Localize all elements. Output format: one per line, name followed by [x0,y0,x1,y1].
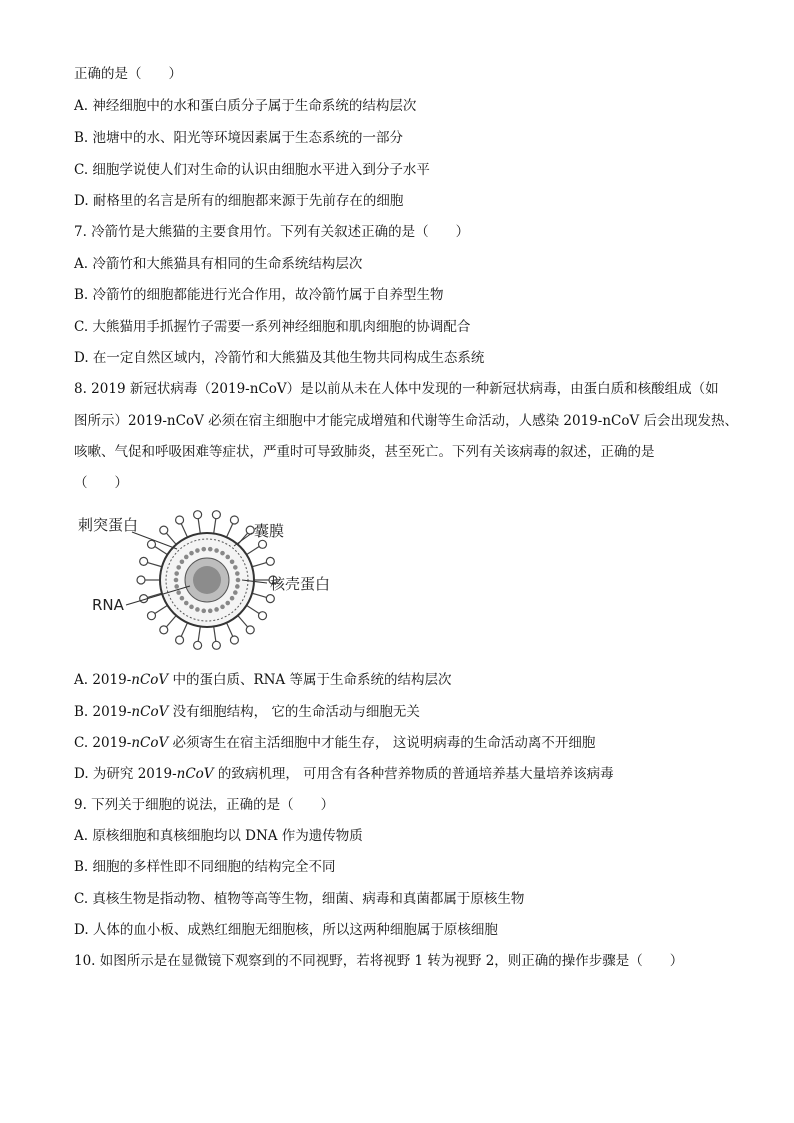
capsid-protein-dot [176,590,181,595]
spike-stalk [252,563,266,567]
ncov-italic: nCoV [131,735,169,751]
ncov-italic: nCoV [131,704,169,720]
spike-stalk [148,563,162,567]
question-8-stem-line3: 咳嗽、气促和呼吸困难等症状，严重时可导致肺炎，甚至死亡。下列有关该病毒的叙述，正确的是 [74,444,655,460]
capsid-protein-dot [174,584,179,589]
question-9-stem: 9. 下列关于细胞的说法，正确的是（ ） [74,797,335,813]
q9-option-b: B. 细胞的多样性即不同细胞的结构完全不同 [74,859,336,875]
spike-head [266,595,274,603]
capsid-protein-dot [233,565,238,570]
spike-head [212,511,220,519]
capsid-protein-dot [225,601,230,606]
spike-stalk [227,623,233,637]
capsid-protein-dot [208,547,213,552]
capsid-protein-dot [220,551,225,556]
capsid-protein-dot [180,596,185,601]
spike-head [259,540,267,548]
spike-head [140,557,148,565]
spike-head [160,626,168,634]
q9-option-d: D. 人体的血小板、成熟红细胞无细胞核，所以这两种细胞属于原核细胞 [74,922,498,938]
spike-head [194,641,202,649]
q9-option-a: A. 原核细胞和真核细胞均以 DNA 作为遗传物质 [74,828,363,844]
capsid-protein-dot [230,596,235,601]
capsid-protein-dot [235,571,240,576]
spike-head [147,540,155,548]
capsid-protein-dot [184,601,189,606]
coronavirus-diagram [74,506,354,658]
capsid-protein-dot [208,609,213,614]
capsid-protein-dot [230,559,235,564]
q7-option-a: A. 冷箭竹和大熊猫具有相同的生命系统结构层次 [74,256,363,272]
spike-stalk [214,627,216,642]
capsid-protein-dot [220,605,225,610]
question-8-stem-line2: 图所示）2019-nCoV 必须在宿主细胞中才能完成增殖和代谢等生命活动，人感染 2019-nCoV 后会出现发热、 [74,413,739,429]
capsid-protein-dot [176,565,181,570]
question-8-stem-line4: （ ） [74,475,128,491]
spike-head [266,557,274,565]
capsid-protein-dot [195,548,200,553]
capsid-protein-dot [236,578,241,583]
q6-option-d: D. 耐格里的名言是所有的细胞都来源于先前存在的细胞 [74,193,404,209]
question-6-stem-end: 正确的是（ ） [74,66,182,82]
q6-option-c: C. 细胞学说使人们对生命的认识由细胞水平进入到分子水平 [74,162,430,178]
question-7-stem: 7. 冷箭竹是大熊猫的主要食用竹。下列有关叙述正确的是（ ） [74,224,470,240]
label-capsid-protein: 核壳蛋白 [270,575,331,593]
spike-head [147,612,155,620]
spike-head [160,526,168,534]
capsid-protein-dot [214,607,219,612]
spike-stalk [155,605,168,613]
spike-head [137,576,145,584]
spike-stalk [247,546,260,554]
capsid-protein-dot [233,590,238,595]
q6-option-a: A. 神经细胞中的水和蛋白质分子属于生命系统的结构层次 [74,98,417,114]
spike-head [212,641,220,649]
capsid-protein-dot [189,605,194,610]
q8-option-a: A. 2019-nCoV 中的蛋白质、RNA 等属于生命系统的结构层次 [74,672,452,688]
label-rna: RNA [92,596,124,614]
capsid-protein-dot [184,555,189,560]
capsid-protein-dot [189,551,194,556]
spike-stalk [166,533,176,544]
label-envelope: 囊膜 [254,522,285,540]
capsid-protein-dot [201,609,206,614]
q8-option-d: D. 为研究 2019-nCoV 的致病机理， 可用含有各种营养物质的普通培养基大量培养该病毒 [74,766,614,782]
spike-head [259,612,267,620]
spike-head [230,516,238,524]
spike-head [246,626,254,634]
spike-stalk [198,627,200,642]
spike-head [176,636,184,644]
capsid-protein-dot [225,555,230,560]
spike-stalk [238,616,248,627]
spike-head [176,516,184,524]
q7-option-c: C. 大熊猫用手抓握竹子需要一系列神经细胞和肌肉细胞的协调配合 [74,319,471,335]
spike-stalk [181,524,187,538]
capsid-protein-dot [195,607,200,612]
capsid-protein-dot [235,584,240,589]
spike-stalk [155,546,168,554]
spike-stalk [227,524,233,538]
spike-stalk [198,519,200,534]
question-10-stem: 10. 如图所示是在显微镜下观察到的不同视野，若将视野 1 转为视野 2，则正确的操作步骤是（ ） [74,953,684,969]
q7-option-d: D. 在一定自然区域内，冷箭竹和大熊猫及其他生物共同构成生态系统 [74,350,485,366]
capsid-protein-dot [201,547,206,552]
question-8-stem-line1: 8. 2019 新冠状病毒（2019-nCoV）是以前从未在人体中发现的一种新冠状病毒，由蛋白质和核酸组成（如 [74,381,719,397]
spike-stalk [181,623,187,637]
q7-option-b: B. 冷箭竹的细胞都能进行光合作用，故冷箭竹属于自养型生物 [74,287,444,303]
q8-option-b: B. 2019-nCoV 没有细胞结构， 它的生命活动与细胞无关 [74,704,420,720]
spike-stalk [166,616,176,627]
capsid-protein-dot [174,578,179,583]
q6-option-b: B. 池塘中的水、阳光等环境因素属于生态系统的一部分 [74,130,404,146]
q8-option-c: C. 2019-nCoV 必须寄生在宿主活细胞中才能生存， 这说明病毒的生命活动离不开细胞 [74,735,596,751]
q9-option-c: C. 真核生物是指动物、植物等高等生物，细菌、病毒和真菌都属于原核生物 [74,891,525,907]
label-spike-protein: 刺突蛋白 [78,516,139,534]
spike-stalk [214,519,216,534]
capsid-protein-dot [180,559,185,564]
spike-stalk [252,593,266,597]
ncov-italic: nCoV [131,672,169,688]
capsid-protein-dot [174,571,179,576]
capsid-protein-dot [214,548,219,553]
spike-head [230,636,238,644]
ncov-italic: nCoV [176,766,214,782]
spike-head [194,511,202,519]
spike-stalk [247,605,260,613]
